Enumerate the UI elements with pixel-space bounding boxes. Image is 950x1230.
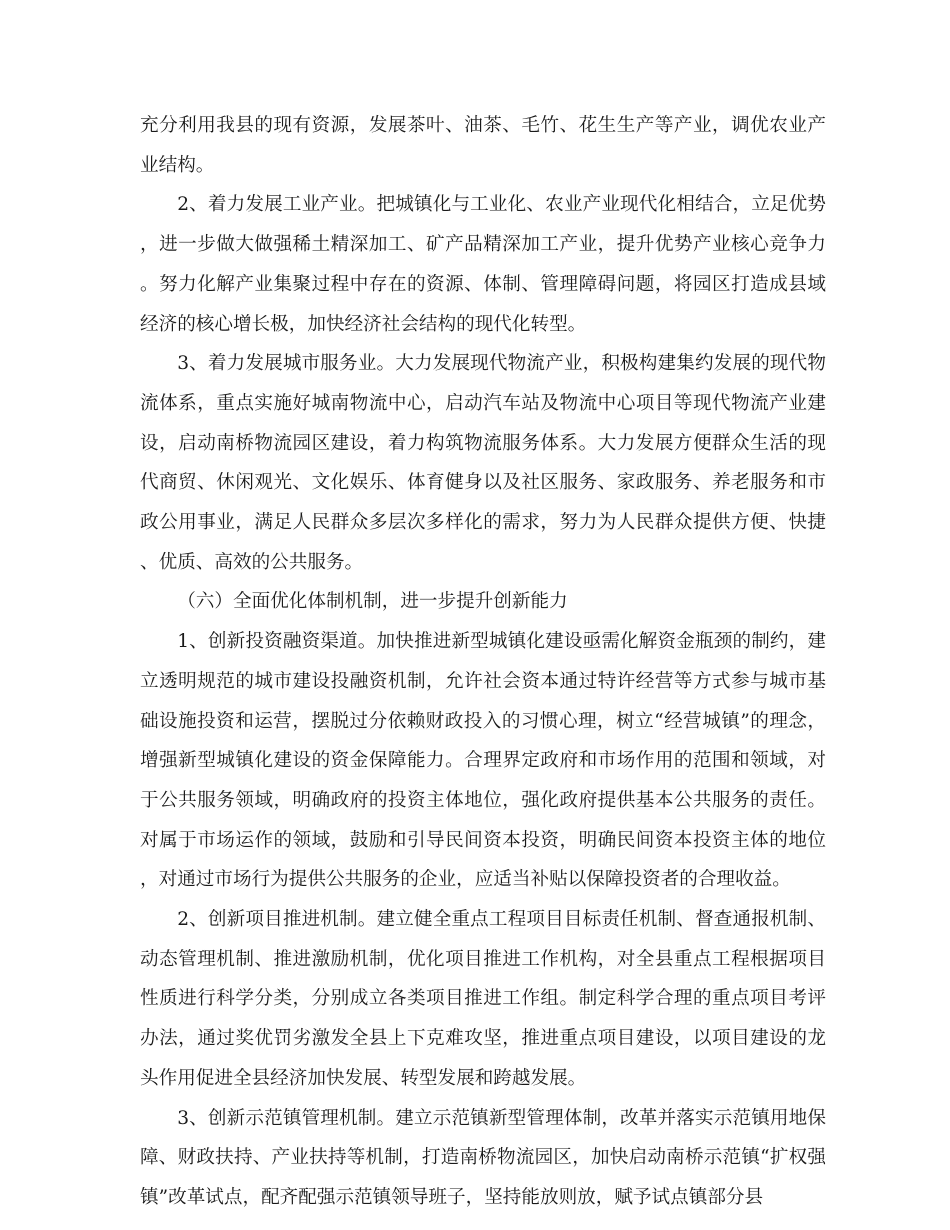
document-body: [140, 106, 826, 1218]
paragraph-project-mechanism: 2、创新项目推进机制。建立健全重点工程项目目标责任机制、督查通报机制、动态管理机制、推进激励机制，优化项目推进工作机构，对全县重点工程根据项目性质进行科学分类，分别成立各类项目推进工作组。制定科学合理的重点项目考评办法，通过奖优罚劣激发全县上下克难攻坚，推进重点项目建设，以项目建设的龙头作用促进全县经济加快发展、转型发展和跨越发展。: [140, 909, 826, 1089]
paragraph-demonstration-town: 3、创新示范镇管理机制。建立示范镇新型管理体制，改革并落实示范镇用地保障、财政扶持、产业扶持等机制，打造南桥物流园区，加快启动南桥示范镇“扩权强镇”改革试点，配齐配强示范镇领导班子，坚持能放则放，赋予试点镇部分县: [140, 1107, 826, 1208]
paragraph-city-services: 3、着力发展城市服务业。大力发展现代物流产业，积极构建集约发展的现代物流体系，重点实施好城南物流中心，启动汽车站及物流中心项目等现代物流产业建设，启动南桥物流园区建设，着力构筑物流服务体系。大力发展方便群众生活的现代商贸、休闲观光、文化娱乐、体育健身以及社区服务、家政服务、养老服务和市政公用事业，满足人民群众多层次多样化的需求，努力为人民群众提供方便、快捷、优质、高效的公共服务。: [140, 353, 826, 573]
paragraph-investment-financing: 1、创新投资融资渠道。加快推进新型城镇化建设亟需化解资金瓶颈的制约，建立透明规范的城市建设投融资机制，允许社会资本通过特许经营等方式参与城市基础设施投资和运营，摆脱过分依赖财政投入的习惯心理，树立“经营城镇”的理念，增强新型城镇化建设的资金保障能力。合理界定政府和市场作用的范围和领域，对于公共服务领域，明确政府的投资主体地位，强化政府提供基本公共服务的责任。对属于市场运作的领域，鼓励和引导民间资本投资，明确民间资本投资主体的地位，对通过市场行为提供公共服务的企业，应适当补贴以保障投资者的合理收益。: [140, 631, 826, 891]
paragraph-industry: 2、着力发展工业产业。把城镇化与工业化、农业产业现代化相结合，立足优势，进一步做大做强稀土精深加工、矿产品精深加工产业，提升优势产业核心竞争力。努力化解产业集聚过程中存在的资源、体制、管理障碍问题，将园区打造成县域经济的核心增长极，加快经济社会结构的现代化转型。: [140, 194, 826, 335]
paragraph-agriculture-continued: 充分利用我县的现有资源，发展茶叶、油茶、毛竹、花生生产等产业，调优农业产业结构。: [140, 115, 826, 176]
section-heading-institutional-innovation: （六）全面优化体制机制，进一步提升创新能力: [177, 591, 568, 613]
